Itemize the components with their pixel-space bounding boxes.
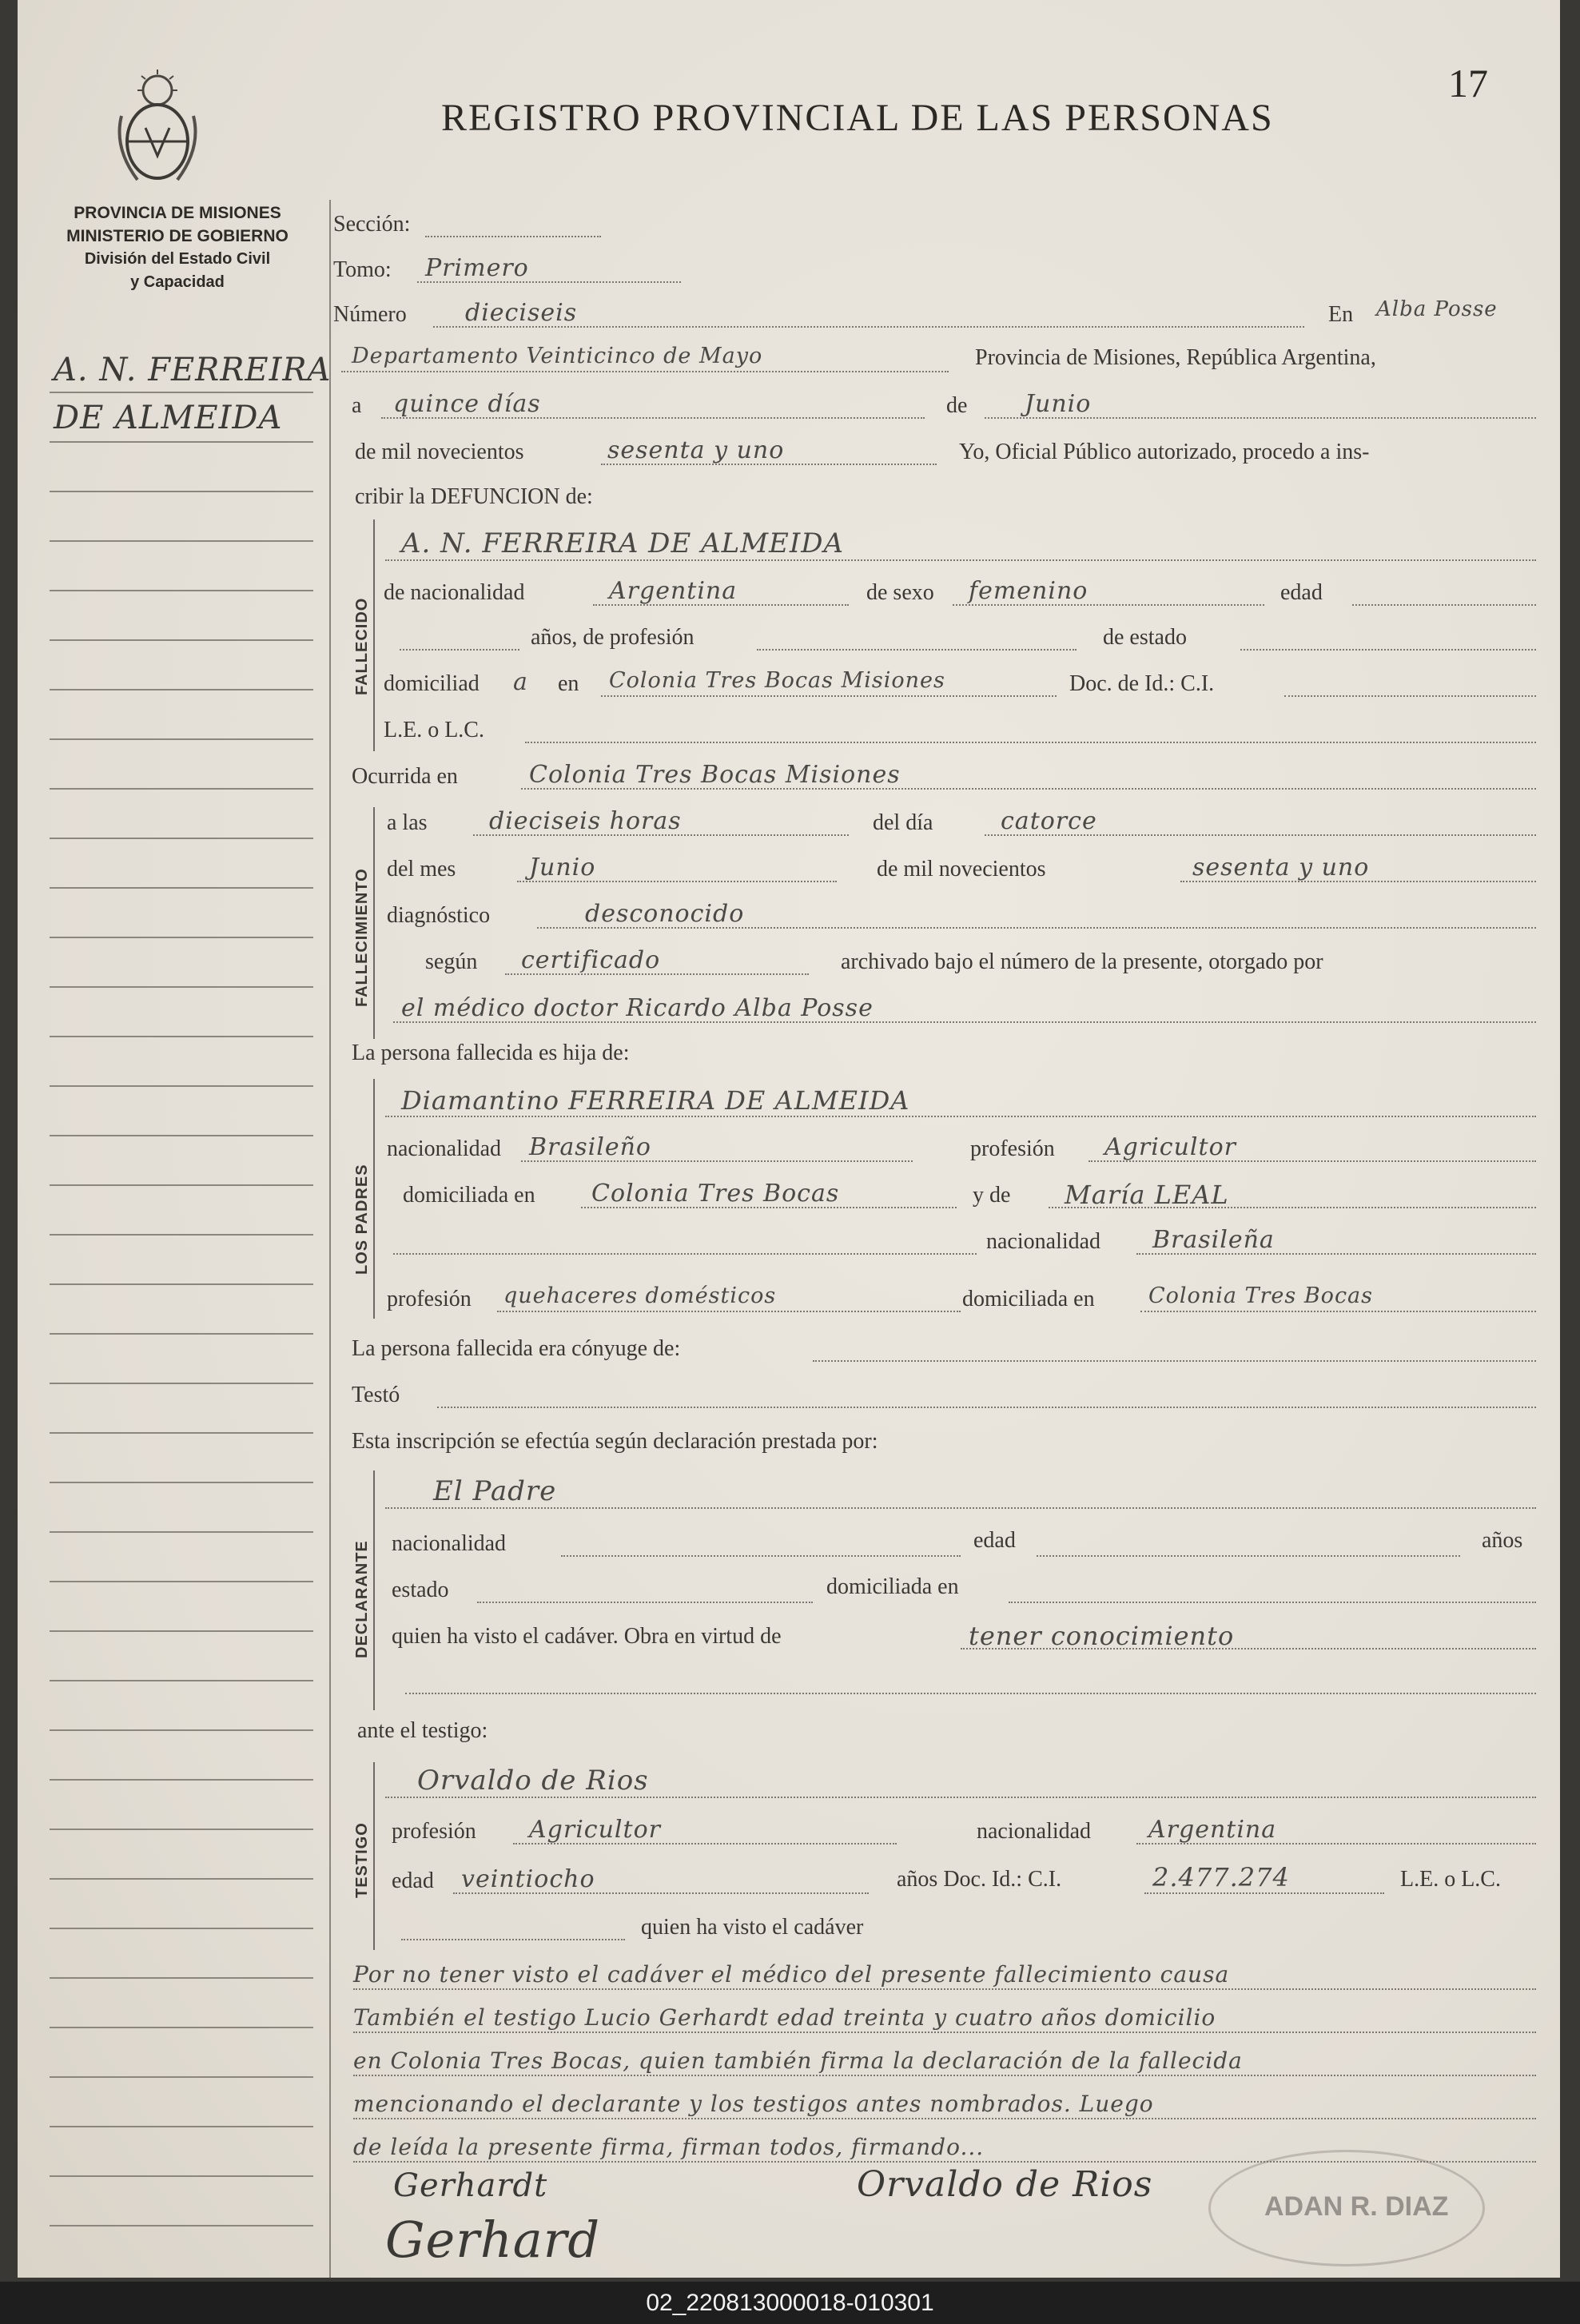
testigo-profesion-label: profesión [392,1819,476,1844]
padre-profesion: Agricultor [1104,1133,1236,1161]
conyuge-label: La persona fallecida era cónyuge de: [352,1336,681,1361]
fallecimiento-hora: dieciseis horas [489,807,682,835]
fallecido-nacionalidad-label: de nacionalidad [384,580,525,605]
fallecimiento-mes: Junio [529,854,596,881]
fallecido-domicilio: Colonia Tres Bocas Misiones [609,668,945,693]
fallecido-side-label: FALLECIDO [353,597,371,695]
testigo-edad-label: edad [392,1868,434,1893]
margin-note-surname: DE ALMEIDA [54,400,283,436]
seccion-label: Sección: [333,212,411,237]
argentina-coat-of-arms-icon [113,68,201,188]
firma-2: Orvaldo de Rios [857,2164,1153,2205]
firma-1: Gerhardt [393,2167,548,2204]
ocurrida-value: Colonia Tres Bocas Misiones [529,761,901,789]
otorgado-por: el médico doctor Ricardo Alba Posse [401,994,874,1022]
lugar-value: Departamento Veinticinco de Mayo [352,344,763,368]
archivado-text: archivado bajo el número de la presente, otorgado por [841,949,1323,974]
anio-prefix: de mil novecientos [355,440,524,464]
nota-line-1: Por no tener visto el cadáver el médico del presente fallecimiento causa [353,1961,1230,1988]
ministry-line-capacity: y Capacidad [130,273,225,291]
testigo-ci: 2.477.274 [1152,1862,1290,1892]
en-value: Alba Posse [1376,297,1498,321]
testigo-nacionalidad-label: nacionalidad [977,1819,1092,1844]
ministry-header [34,201,321,294]
fallecido-en-label: en [558,671,579,696]
ministry-line-province: PROVINCIA DE MISIONES [74,204,281,222]
declarante-anios-label: años [1482,1528,1523,1553]
yo-text: Yo, Oficial Público autorizado, procedo a ins- [959,440,1370,464]
segun-label: según [425,949,478,974]
mes-value: Junio [1025,390,1092,418]
numero-label: Número [333,302,407,327]
numero-value: dieciseis [465,299,578,327]
padre-nacionalidad-label: nacionalidad [387,1136,502,1161]
provincia-text: Provincia de Misiones, República Argentina, [975,345,1376,370]
margin-note-name: A. N. FERREIRA [54,352,332,388]
padre-profesion-label: profesión [970,1136,1055,1161]
fallecido-anios-label: años, de profesión [531,625,694,650]
fallecido-edad-label: edad [1280,580,1323,605]
madre-domiciliada-label: domiciliada en [962,1287,1095,1311]
fallecido-sexo: femenino [969,577,1088,605]
madre-profesion: quehaceres domésticos [503,1283,777,1308]
madre-profesion-label: profesión [387,1287,472,1311]
testo-label: Testó [352,1383,400,1407]
madre-nacionalidad: Brasileña [1152,1226,1275,1254]
madre-domicilio: Colonia Tres Bocas [1148,1283,1374,1308]
y-de-label: y de [973,1183,1011,1208]
madre-nacionalidad-label: nacionalidad [986,1229,1101,1254]
declarante-visto-text: quien ha visto el cadáver. Obra en virtud de [392,1624,782,1649]
file-id-footer: 02_220813000018-010301 [0,2282,1580,2324]
margin-divider [329,200,331,2278]
nota-line-5: de leída la presente firma, firman todos, firmando... [353,2134,985,2160]
testigo-nombre: Orvaldo de Rios [417,1765,649,1797]
padre-domiciliada-label: domiciliada en [403,1183,535,1208]
anio-value: sesenta y uno [607,436,785,464]
declarante-edad-label: edad [973,1528,1016,1553]
declarante-nacionalidad-label: nacionalidad [392,1531,507,1556]
segun-value: certificado [521,946,661,974]
declarante-estado-label: estado [392,1578,449,1602]
fallecido-domiciliado-label: domiciliad [384,671,480,696]
declarante-side-label: DECLARANTE [353,1540,371,1658]
nota-line-3: en Colonia Tres Bocas, quien también firma la declaración de la fallecida [353,2047,1243,2074]
padres-side-label: LOS PADRES [353,1164,371,1275]
inscribir-text: cribir la DEFUNCION de: [355,484,593,509]
testigo-side-label: TESTIGO [353,1822,371,1898]
testigo-anios-doc-label: años Doc. Id.: C.I. [897,1867,1062,1892]
fallecimiento-anio: sesenta y uno [1192,854,1370,881]
fallecido-nombre: A. N. FERREIRA DE ALMEIDA [401,527,845,559]
declaracion-label: Esta inscripción se efectúa según declaración prestada por: [352,1429,878,1454]
firma-3: Gerhard [385,2211,601,2269]
en-label: En [1328,302,1354,327]
fallecido-estado-label: de estado [1103,625,1187,650]
ministry-line-ministry: MINISTERIO DE GOBIERNO [66,227,289,245]
fallecido-sexo-label: de sexo [866,580,934,605]
fallecido-domiciliado-suffix: a [513,668,528,696]
fallecido-nacionalidad: Argentina [609,577,738,605]
fallecido-doc-label: Doc. de Id.: C.I. [1069,671,1215,696]
del-mes-label: del mes [387,857,456,881]
declarante-domiciliada-label: domiciliada en [826,1574,959,1599]
fallecimiento-side-label: FALLECIMIENTO [353,868,371,1007]
a-las-label: a las [387,810,428,835]
fallecimiento-dia: catorce [1001,807,1097,835]
de-label: de [946,393,968,418]
ministry-line-division: División del Estado Civil [84,250,271,268]
diagnostico-value: desconocido [585,900,745,928]
tomo-value: Primero [425,254,529,282]
page-title: REGISTRO PROVINCIAL DE LAS PERSONAS [441,97,1274,139]
testigo-intro-label: ante el testigo: [357,1718,488,1743]
page-number: 17 [1448,61,1488,105]
left-margin-column [18,0,332,2278]
sello-text: ADAN R. DIAZ [1264,2191,1449,2222]
madre-nombre: María LEAL [1065,1180,1229,1210]
testigo-edad: veintiocho [461,1865,595,1893]
ocurrida-label: Ocurrida en [352,764,458,789]
nota-line-2: También el testigo Lucio Gerhardt edad treinta y cuatro años domicilio [353,2004,1216,2031]
mil-label: de mil novecientos [877,857,1046,881]
dia-value: quince días [393,390,541,418]
declarante-nombre: El Padre [433,1475,557,1507]
tomo-label: Tomo: [333,257,392,282]
declarante-virtud: tener conocimiento [969,1621,1235,1651]
fallecido-le-label: L.E. o L.C. [384,718,484,742]
a-label: a [352,393,362,418]
del-dia-label: del día [873,810,933,835]
testigo-profesion: Agricultor [529,1816,661,1844]
nota-line-4: mencionando el declarante y los testigos antes nombrados. Luego [353,2091,1154,2117]
padre-domicilio: Colonia Tres Bocas [591,1180,840,1208]
testigo-nacionalidad: Argentina [1148,1816,1277,1844]
padre-nombre: Diamantino FERREIRA DE ALMEIDA [401,1085,910,1116]
testigo-visto-text: quien ha visto el cadáver [641,1915,864,1940]
testigo-le-label: L.E. o L.C. [1400,1867,1501,1892]
diagnostico-label: diagnóstico [387,903,491,928]
register-page [18,0,1560,2278]
padre-nacionalidad: Brasileño [529,1133,651,1161]
hija-de-label: La persona fallecida es hija de: [352,1041,630,1065]
